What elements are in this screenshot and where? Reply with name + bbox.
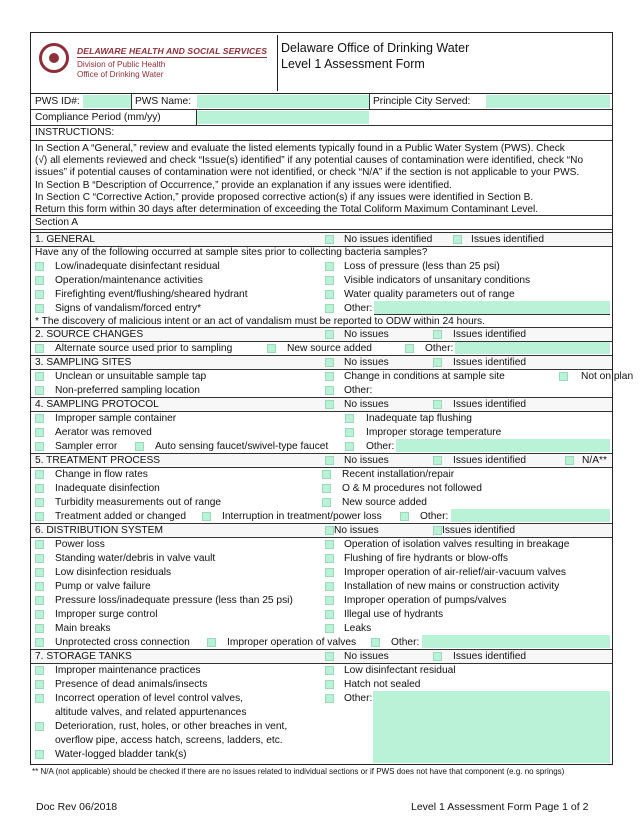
id-row [31,94,612,110]
gen-r2-label: Water quality parameters out of range [344,289,515,300]
dist-valves-checkbox[interactable] [207,638,216,647]
treatment-r1-label: Recent installation/repair [342,469,455,480]
protocol-r3-checkbox[interactable] [345,442,354,451]
source-other-label: Other: [425,343,454,354]
sites-r1-label: Change in conditions at sample site [344,371,505,382]
dist-other-field[interactable] [422,635,610,648]
protocol-auto-faucet-label: Auto sensing faucet/swivel-type faucet [155,441,329,452]
pws-name-label: PWS Name: [135,96,192,107]
gen-r0-label: Loss of pressure (less than 25 psi) [344,261,500,272]
dist-r5-checkbox[interactable] [325,610,334,619]
treatment-l1-checkbox[interactable] [35,470,44,479]
sites-title: 3. SAMPLING SITES [35,357,132,368]
sites-other-label: Other: [344,385,373,396]
storage-l4b-label: overflow pipe, access hatch, screens, ladders, etc. [55,735,283,746]
treatment-issues-label: Issues identified [453,455,527,466]
storage-l1-checkbox[interactable] [35,666,44,675]
sites-issues-label: Issues identified [453,357,527,368]
protocol-bar [31,397,612,412]
distribution-title: 6. DISTRIBUTION SYSTEM [35,525,163,536]
sites-no-issues-checkbox[interactable] [325,358,334,367]
dist-l2-label: Low disinfection residuals [55,567,172,578]
protocol-auto-faucet-checkbox[interactable] [135,442,144,451]
storage-r1-label: Low disinfectant residual [344,665,456,676]
treatment-l1-label: Change in flow rates [55,469,148,480]
source-alt-checkbox[interactable] [35,344,44,353]
storage-other-label: Other: [344,693,373,704]
org-name: DELAWARE HEALTH AND SOCIAL SERVICES [77,46,268,56]
dist-l5-label: Improper surge control [55,609,158,620]
treatment-r3-checkbox[interactable] [322,498,331,507]
treatment-r1-checkbox[interactable] [322,470,331,479]
protocol-issues-label: Issues identified [453,399,527,410]
sites-l2-label: Non-preferred sampling location [55,385,200,396]
logo-divider [77,57,267,58]
section-a-row [31,215,612,230]
page-number: Level 1 Assessment Form Page 1 of 2 [411,801,589,813]
sites-r1-checkbox[interactable] [325,372,334,381]
principle-city-label: Principle City Served: [373,96,471,107]
storage-l4-checkbox[interactable] [35,722,44,731]
treatment-l3-checkbox[interactable] [35,498,44,507]
principle-city-field[interactable] [486,95,610,108]
source-bar [31,327,612,342]
treatment-other-field[interactable] [451,509,610,522]
protocol-title: 4. SAMPLING PROTOCOL [35,399,159,410]
dist-l0-label: Power loss [55,539,105,550]
general-bar [31,232,612,247]
gen-other-label: Other: [344,303,373,314]
dist-l4-label: Pressure loss/inadequate pressure (less than 25 psi) [55,595,293,606]
sites-issues-checkbox[interactable] [433,358,442,367]
treatment-l2-label: Inadequate disinfection [55,483,160,494]
pws-id-label: PWS ID#: [35,96,80,107]
dist-r6-label: Leaks [344,623,372,634]
storage-l3-checkbox[interactable] [35,694,44,703]
treatment-na-checkbox[interactable] [565,456,574,465]
general-question: Have any of the following occurred at sample sites prior to collecting bacteria samples? [35,247,428,258]
source-other-field[interactable] [455,342,610,354]
treatment-title: 5. TREATMENT PROCESS [35,455,161,466]
distribution-bar [31,523,612,538]
treatment-l3-label: Turbidity measurements out of range [55,497,222,508]
distribution-issues-label: Issues identified [442,525,516,536]
gen-l3-label: Signs of vandalism/forced entry* [55,303,202,314]
sites-bar [31,355,612,370]
assessment-form [30,93,634,765]
instructions-text: In Section A “General,” review and evaluate the listed elements typically found in a Public Water System (PWS). Check (√) all elements reviewed and check “Issue(s) identified” if any potential causes of contamination were identified, check “No issues” if potential causes of contamination were not identified, or check “N/A” if the section is not applicable to your PWS. In Section B “Description of Occurrence,” provide an explanation if any issues were identified. In Section C “Corrective Action,” provide proposed corrective action(s) if any issues were identified in Section B. Return this form within 30 days after determination of exceeding the Total Coliform Maximum Contaminant Level. [35,143,584,216]
storage-r2-checkbox[interactable] [325,680,334,689]
dist-r3-label: Installation of new mains or construction activity [344,581,560,592]
general-footnote: * The discovery of malicious intent or an act of vandalism must be reported to ODW within 24 hours. [35,316,485,327]
protocol-other-field[interactable] [396,439,610,452]
seal-icon [39,43,69,73]
treatment-l4-checkbox[interactable] [35,512,44,521]
compliance-period-label: Compliance Period (mm/yy) [35,112,161,123]
storage-l1-label: Improper maintenance practices [55,665,201,676]
gen-r1-checkbox[interactable] [325,276,334,285]
storage-bar [31,649,612,664]
treatment-interruption-checkbox[interactable] [202,512,211,521]
general-no-issues-label: No issues identified [344,234,433,245]
compliance-period-field[interactable] [197,111,369,124]
storage-other-field[interactable] [373,691,610,763]
storage-r3-checkbox[interactable] [325,694,334,703]
storage-l2-checkbox[interactable] [35,680,44,689]
sites-other-checkbox[interactable] [325,386,334,395]
gen-r0-checkbox[interactable] [325,262,334,271]
storage-r2-label: Hatch not sealed [344,679,421,690]
protocol-l2-label: Aerator was removed [55,427,152,438]
instructions-heading: INSTRUCTIONS: [35,127,115,138]
general-issues-checkbox[interactable] [453,235,462,244]
protocol-l3-checkbox[interactable] [35,442,44,451]
na-footnote: ** N/A (not applicable) should be checked if there are no issues related to individual sections or if PWS does not have that component (e.g. no springs) [32,767,565,776]
dist-l1-label: Standing water/debris in valve vault [55,553,216,564]
general-issues-label: Issues identified [471,234,545,245]
form-subtitle: Level 1 Assessment Form [281,57,425,71]
treatment-l4-label: Treatment added or changed [55,511,187,522]
distribution-no-issues-checkbox[interactable] [325,526,334,535]
section-a-label: Section A [35,217,79,228]
storage-l5-label: Water-logged bladder tank(s) [55,749,187,760]
instructions-heading-row [31,126,612,141]
dist-cross-connection-label: Unprotected cross connection [55,637,190,648]
gen-l1-checkbox[interactable] [35,276,44,285]
treatment-r2-label: O & M procedures not followed [342,483,482,494]
source-issues-checkbox[interactable] [433,330,442,339]
protocol-l2-checkbox[interactable] [35,428,44,437]
source-no-issues-checkbox[interactable] [325,330,334,339]
compliance-row [31,110,612,126]
dist-r0-checkbox[interactable] [325,540,334,549]
storage-l3b-label: altitude valves, and related appurtenances [55,707,247,718]
treatment-bar [31,453,612,468]
dist-r1-label: Flushing of fire hydrants or blow-offs [344,553,509,564]
sites-not-on-plan-checkbox[interactable] [559,372,568,381]
protocol-no-issues-checkbox[interactable] [325,400,334,409]
gen-r2-checkbox[interactable] [325,290,334,299]
protocol-r1-checkbox[interactable] [345,414,354,423]
treatment-r2-checkbox[interactable] [322,484,331,493]
storage-l5-checkbox[interactable] [35,750,44,759]
dist-r2-label: Improper operation of air-relief/air-vacuum valves [344,567,566,578]
sites-l1-checkbox[interactable] [35,372,44,381]
dist-l5-checkbox[interactable] [35,610,44,619]
general-no-issues-checkbox[interactable] [325,235,334,244]
dist-r4-checkbox[interactable] [325,596,334,605]
dist-r4-label: Improper operation of pumps/valves [344,595,507,606]
dist-other-label: Other: [391,637,420,648]
protocol-no-issues-label: No issues [344,399,389,410]
source-other-checkbox[interactable] [405,344,414,353]
dist-l3-checkbox[interactable] [35,582,44,591]
protocol-r2-label: Improper storage temperature [366,427,502,438]
treatment-na-label: N/A** [582,455,607,466]
dist-l6-checkbox[interactable] [35,624,44,633]
storage-issues-label: Issues identified [453,651,527,662]
form-title: Delaware Office of Drinking Water [281,41,470,55]
storage-l2-label: Presence of dead animals/insects [55,679,208,690]
treatment-no-issues-label: No issues [344,455,389,466]
office-name: Office of Drinking Water [77,70,164,79]
dist-r3-checkbox[interactable] [325,582,334,591]
sites-l2-checkbox[interactable] [35,386,44,395]
protocol-r1-label: Inadequate tap flushing [366,413,472,424]
dist-cross-connection-checkbox[interactable] [35,638,44,647]
source-issues-label: Issues identified [453,329,527,340]
dist-r1-checkbox[interactable] [325,554,334,563]
agency-logo [33,35,278,91]
protocol-r2-checkbox[interactable] [345,428,354,437]
storage-l4-label: Deterioration, rust, holes, or other breaches in vent, [55,721,288,732]
dist-other-checkbox[interactable] [371,638,380,647]
dist-l0-checkbox[interactable] [35,540,44,549]
pws-name-field[interactable] [197,95,369,108]
protocol-l1-label: Improper sample container [55,413,177,424]
source-new-checkbox[interactable] [267,344,276,353]
dist-l2-checkbox[interactable] [35,568,44,577]
gen-l1-label: Operation/maintenance activities [55,275,203,286]
gen-l0-label: Low/inadequate disinfectant residual [55,261,220,272]
dist-r5-label: Illegal use of hydrants [344,609,444,620]
source-alt-label: Alternate source used prior to sampling [55,343,233,354]
dist-r2-checkbox[interactable] [325,568,334,577]
gen-l2-checkbox[interactable] [35,290,44,299]
source-title: 2. SOURCE CHANGES [35,329,144,340]
division-name: Division of Public Health [77,60,166,69]
storage-r1-checkbox[interactable] [325,666,334,675]
dist-l4-checkbox[interactable] [35,596,44,605]
protocol-other-label: Other: [366,441,395,452]
storage-l3-label: Incorrect operation of level control valves, [55,693,243,704]
doc-revision: Doc Rev 06/2018 [36,801,118,813]
gen-r1-label: Visible indicators of unsanitary conditions [344,275,531,286]
protocol-issues-checkbox[interactable] [433,400,442,409]
protocol-l1-checkbox[interactable] [35,414,44,423]
pws-id-field[interactable] [83,95,131,108]
storage-issues-checkbox[interactable] [433,652,442,661]
treatment-r3-label: New source added [342,497,427,508]
general-title: 1. GENERAL [35,234,96,245]
treatment-l2-checkbox[interactable] [35,484,44,493]
sites-l1-label: Unclean or unsuitable sample tap [55,371,207,382]
storage-title: 7. STORAGE TANKS [35,651,132,662]
distribution-issues-checkbox[interactable] [433,526,442,535]
dist-l1-checkbox[interactable] [35,554,44,563]
gen-l3-checkbox[interactable] [35,304,44,313]
gen-other-field[interactable] [374,301,610,315]
treatment-other-label: Other: [420,511,449,522]
dist-r6-checkbox[interactable] [325,624,334,633]
source-no-issues-label: No issues [344,329,389,340]
source-new-label: New source added [287,343,372,354]
dist-r0-label: Operation of isolation valves resulting in breakage [344,539,570,550]
sites-no-issues-label: No issues [344,357,389,368]
distribution-no-issues-label: No issues [334,525,379,536]
treatment-interruption-label: Interruption in treatment/power loss [222,511,382,522]
sites-not-on-plan-label: Not on plan [581,371,634,382]
treatment-issues-checkbox[interactable] [433,456,442,465]
storage-no-issues-label: No issues [344,651,389,662]
treatment-other-checkbox[interactable] [400,512,409,521]
dist-l6-label: Main breaks [55,623,111,634]
dist-l3-label: Pump or valve failure [55,581,151,592]
treatment-no-issues-checkbox[interactable] [325,456,334,465]
storage-no-issues-checkbox[interactable] [325,652,334,661]
form-header [30,32,613,94]
gen-r3-checkbox[interactable] [325,304,334,313]
gen-l0-checkbox[interactable] [35,262,44,271]
gen-l2-label: Firefighting event/flushing/sheared hydrant [55,289,248,300]
protocol-l3-label: Sampler error [55,441,118,452]
dist-valves-label: Improper operation of valves [227,637,357,648]
